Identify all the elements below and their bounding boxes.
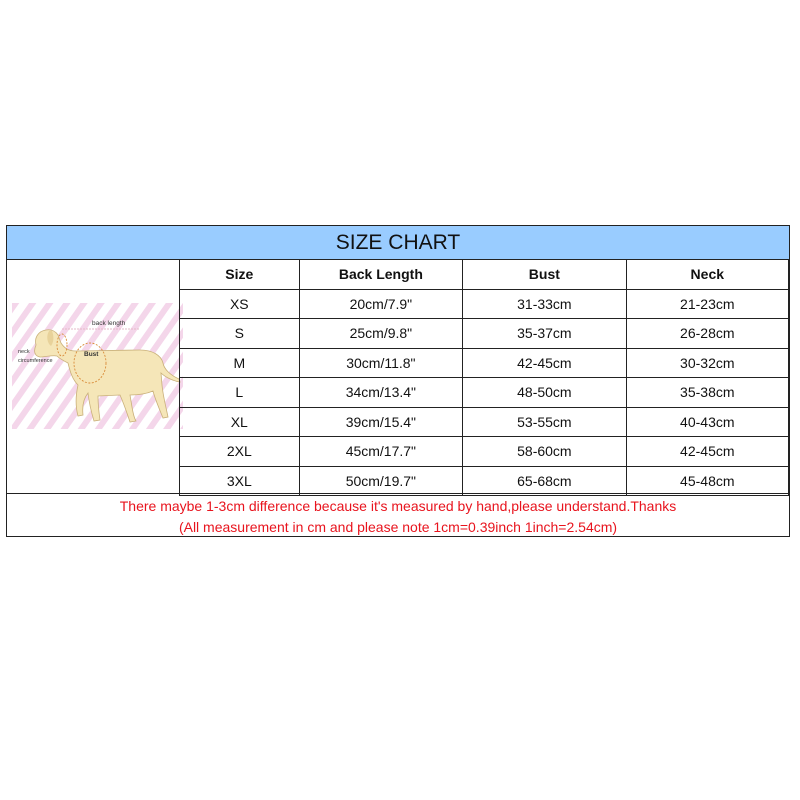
table-row <box>180 319 789 349</box>
bust-cell: 35-37cm <box>463 319 626 349</box>
neck-cell: 42-45cm <box>626 437 788 467</box>
size-cell: S <box>180 319 300 349</box>
size-cell: M <box>180 348 300 378</box>
back-length-cell: 34cm/13.4" <box>299 378 463 408</box>
size-table <box>179 259 789 496</box>
bust-cell: 42-45cm <box>463 348 626 378</box>
table-row <box>180 348 789 378</box>
size-cell: XS <box>180 289 300 319</box>
bust-cell: 58-60cm <box>463 437 626 467</box>
neck-label: neck <box>18 349 30 355</box>
header-bust: Bust <box>463 260 626 290</box>
neck-cell: 35-38cm <box>626 378 788 408</box>
header-back-length: Back Length <box>299 260 463 290</box>
table-row <box>180 466 789 496</box>
table-row <box>180 407 789 437</box>
note-line-conversion: (All measurement in cm and please note 1cm=0.39inch 1inch=2.54cm) <box>178 519 618 535</box>
table-row <box>180 289 789 319</box>
neck-cell: 26-28cm <box>626 319 788 349</box>
back-length-cell: 50cm/19.7" <box>299 466 463 496</box>
header-neck: Neck <box>626 260 788 290</box>
back-length-cell: 39cm/15.4" <box>299 407 463 437</box>
size-chart-title: SIZE CHART <box>335 230 461 254</box>
neck-cell: 40-43cm <box>626 407 788 437</box>
table-row <box>180 378 789 408</box>
back-length-cell: 25cm/9.8" <box>299 319 463 349</box>
note-line-difference: There maybe 1-3cm difference because it's measured by hand,please understand.Thanks <box>119 498 677 514</box>
bust-label: Bust <box>84 351 99 358</box>
bust-cell: 48-50cm <box>463 378 626 408</box>
size-cell: L <box>180 378 300 408</box>
back-length-cell: 20cm/7.9" <box>299 289 463 319</box>
dog-measurement-illustration <box>12 303 183 429</box>
header-size: Size <box>180 260 300 290</box>
size-cell: XL <box>180 407 300 437</box>
circumference-label: circumference <box>18 358 53 364</box>
size-cell: 3XL <box>180 466 300 496</box>
neck-cell: 45-48cm <box>626 466 788 496</box>
bust-cell: 31-33cm <box>463 289 626 319</box>
back-length-cell: 30cm/11.8" <box>299 348 463 378</box>
neck-cell: 30-32cm <box>626 348 788 378</box>
back-length-label: back length <box>92 320 126 327</box>
bust-cell: 53-55cm <box>463 407 626 437</box>
size-cell: 2XL <box>180 437 300 467</box>
neck-cell: 21-23cm <box>626 289 788 319</box>
back-length-cell: 45cm/17.7" <box>299 437 463 467</box>
table-header-row <box>180 260 789 290</box>
size-chart-title-bar <box>7 226 789 260</box>
measurement-note <box>7 493 789 538</box>
bust-cell: 65-68cm <box>463 466 626 496</box>
size-chart <box>6 225 790 537</box>
table-row <box>180 437 789 467</box>
